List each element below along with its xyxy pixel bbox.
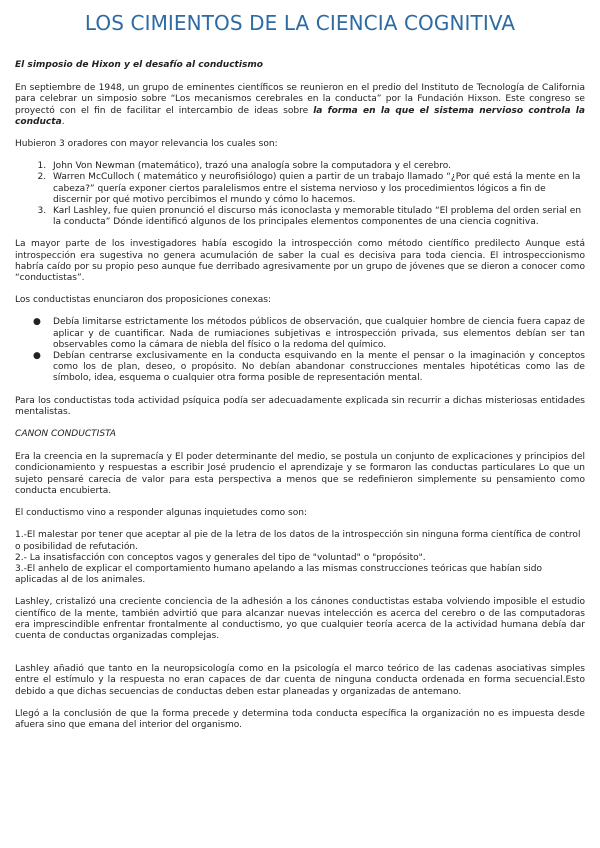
proposition-item: ● Debía limitarse estrictamente los métodos públicos de observación, que cualquier hombre de ciencia fuera capaz de aplicar y de cuantificar. Nada de rumiaciones subjetivas e introspección privada, sus elementos debían ser tan observables como la cámara de niebla del físico o la redoma del químico. bbox=[33, 317, 585, 350]
proposition-item: ● Debían centrarse exclusivamente en la conducta esquivando en la mente el pensar o la imaginación y conceptos como los de plan, deseo, o propósito. No debían abandonar construcciones mentales hipotéticas como las de símbolo, idea, esquema o cualquier otra forma posible de representación mental. bbox=[33, 351, 585, 384]
introspection-paragraph: La mayor parte de los investigadores había escogido la introspección como método científico predilecto Aunque está introspección era sugestiva no genera acumulación de saber la cual es decisiva para toda ciencia. El introspeccionismo habría caído por su propio peso aunque fue derribado agresivamente por un grupo de jóvenes que se dieron a conocer como “conductistas”. bbox=[15, 239, 585, 284]
speaker-item: 1. John Von Newman (matemático), trazó una analogía sobre la computadora y el cerebro. bbox=[49, 161, 585, 172]
concerns-list bbox=[15, 530, 585, 586]
canon-paragraph: Era la creencia en la supremacía y El poder determinante del medio, se postula un conjunto de explicaciones y principios del condicionamiento y respuestas a escribir José prudencio el aprendizaje y se formaron las conductas particulares Lo que un sujeto pensaré carecia de valor para esta perspectiva a menos que se redefinieron simplemente su pensamiento como conducta encubierta. bbox=[15, 452, 585, 496]
concern-item: 2.- La insatisfacción con conceptos vagos y generales del tipo de "voluntad" o "propósito". bbox=[15, 552, 426, 563]
intro-paragraph: En septiembre de 1948, un grupo de eminentes científicos se reunieron en el predio del Instituto de Tecnología de California para celebrar un simposio sobre “Los mecanismos cerebrales en la conducta” por la Fundación Hixson. Este congreso se proyectó con el fin de facilitar el intercambio de ideas sobre la forma en la que el sistema nervioso controla la conducta. bbox=[15, 83, 586, 127]
concern-item: 1.-El malestar por tener que aceptar al pie de la letra de los datos de la introspección sin ninguna forma científica de control o posibilidad de refutación. bbox=[15, 530, 581, 552]
speakers-list bbox=[15, 161, 585, 228]
propositions-list bbox=[15, 317, 585, 384]
speakers-intro: Hubieron 3 oradores con mayor relevancia los cuales son: bbox=[15, 139, 278, 150]
page-title: LOS CIMIENTOS DE LA CIENCIA COGNITIVA bbox=[84, 11, 516, 35]
concerns-intro: El conductismo vino a responder algunas inquietudes como son: bbox=[15, 508, 308, 519]
lashley-paragraph-1: Lashley, cristalizó una creciente conciencia de la adhesión a los cánones conductistas estaba volviendo imposible el estudio científico de la mente, también advirtió que para alcanzar nuevas intelección es acerca del cerebro o de las computadoras era imprescindible enfrentar frontalmente al conductismo, yo que cualquier teoría acerca de la actividad humana debía dar cuenta de conductas organizadas complejas. bbox=[15, 597, 585, 641]
intro-emphasis: la forma en la que el sistema nervioso controla la conducta bbox=[15, 105, 586, 127]
behaviorist-conclusion: Para los conductistas toda actividad psíquica podía ser adecuadamente explicada sin recurrir a dichas misteriosas entidades mentalistas. bbox=[15, 395, 585, 417]
bullet-icon: ● bbox=[33, 317, 41, 328]
speaker-item: 2. Warren McCulloch ( matemático y neurofisiólogo) quien a partir de un trabajo llamado “¿Por qué está la mente en la cabeza?” quería exponer ciertos paralelismos entre el sistema nervioso y los procedimientos lógicos a fin de discernir por qué motivo percibimos el mundo y cómo lo hacemos. bbox=[49, 172, 585, 206]
section-heading-canon: CANON CONDUCTISTA bbox=[15, 429, 116, 440]
concern-item: 3.-El anhelo de explicar el comportamiento humano apelando a las mismas construcciones teóricas que habían sido aplicadas al de los animales. bbox=[15, 563, 543, 586]
propositions-intro: Los conductistas enunciaron dos proposiciones conexas: bbox=[15, 295, 272, 306]
speaker-item: 3. Karl Lashley, fue quien pronunció el discurso más iconoclasta y memorable titulado “El problema del orden serial en la conducta” Dónde identificó algunos de los principales elementos componentes de una ciencia cognitiva. bbox=[49, 206, 585, 228]
bullet-icon: ● bbox=[33, 351, 41, 362]
lashley-paragraph-3: Llegó a la conclusión de que la forma precede y determina toda conducta específica la organización no es impuesta desde afuera sino que emana del interior del organismo. bbox=[15, 708, 585, 730]
lashley-paragraph-2: Lashley añadió que tanto en la neuropsicología como en la psicología el marco teórico de las cadenas asociativas simples entre el estímulo y la respuesta no eran capaces de dar cuenta de ninguna conducta ordenada en forma secuencial.Esto debido a que dichas secuencias de conductas deben estar planeadas y organizadas de antemano. bbox=[15, 664, 585, 697]
section-heading-hixon: El simposio de Hixon y el desafío al conductismo bbox=[15, 60, 264, 70]
